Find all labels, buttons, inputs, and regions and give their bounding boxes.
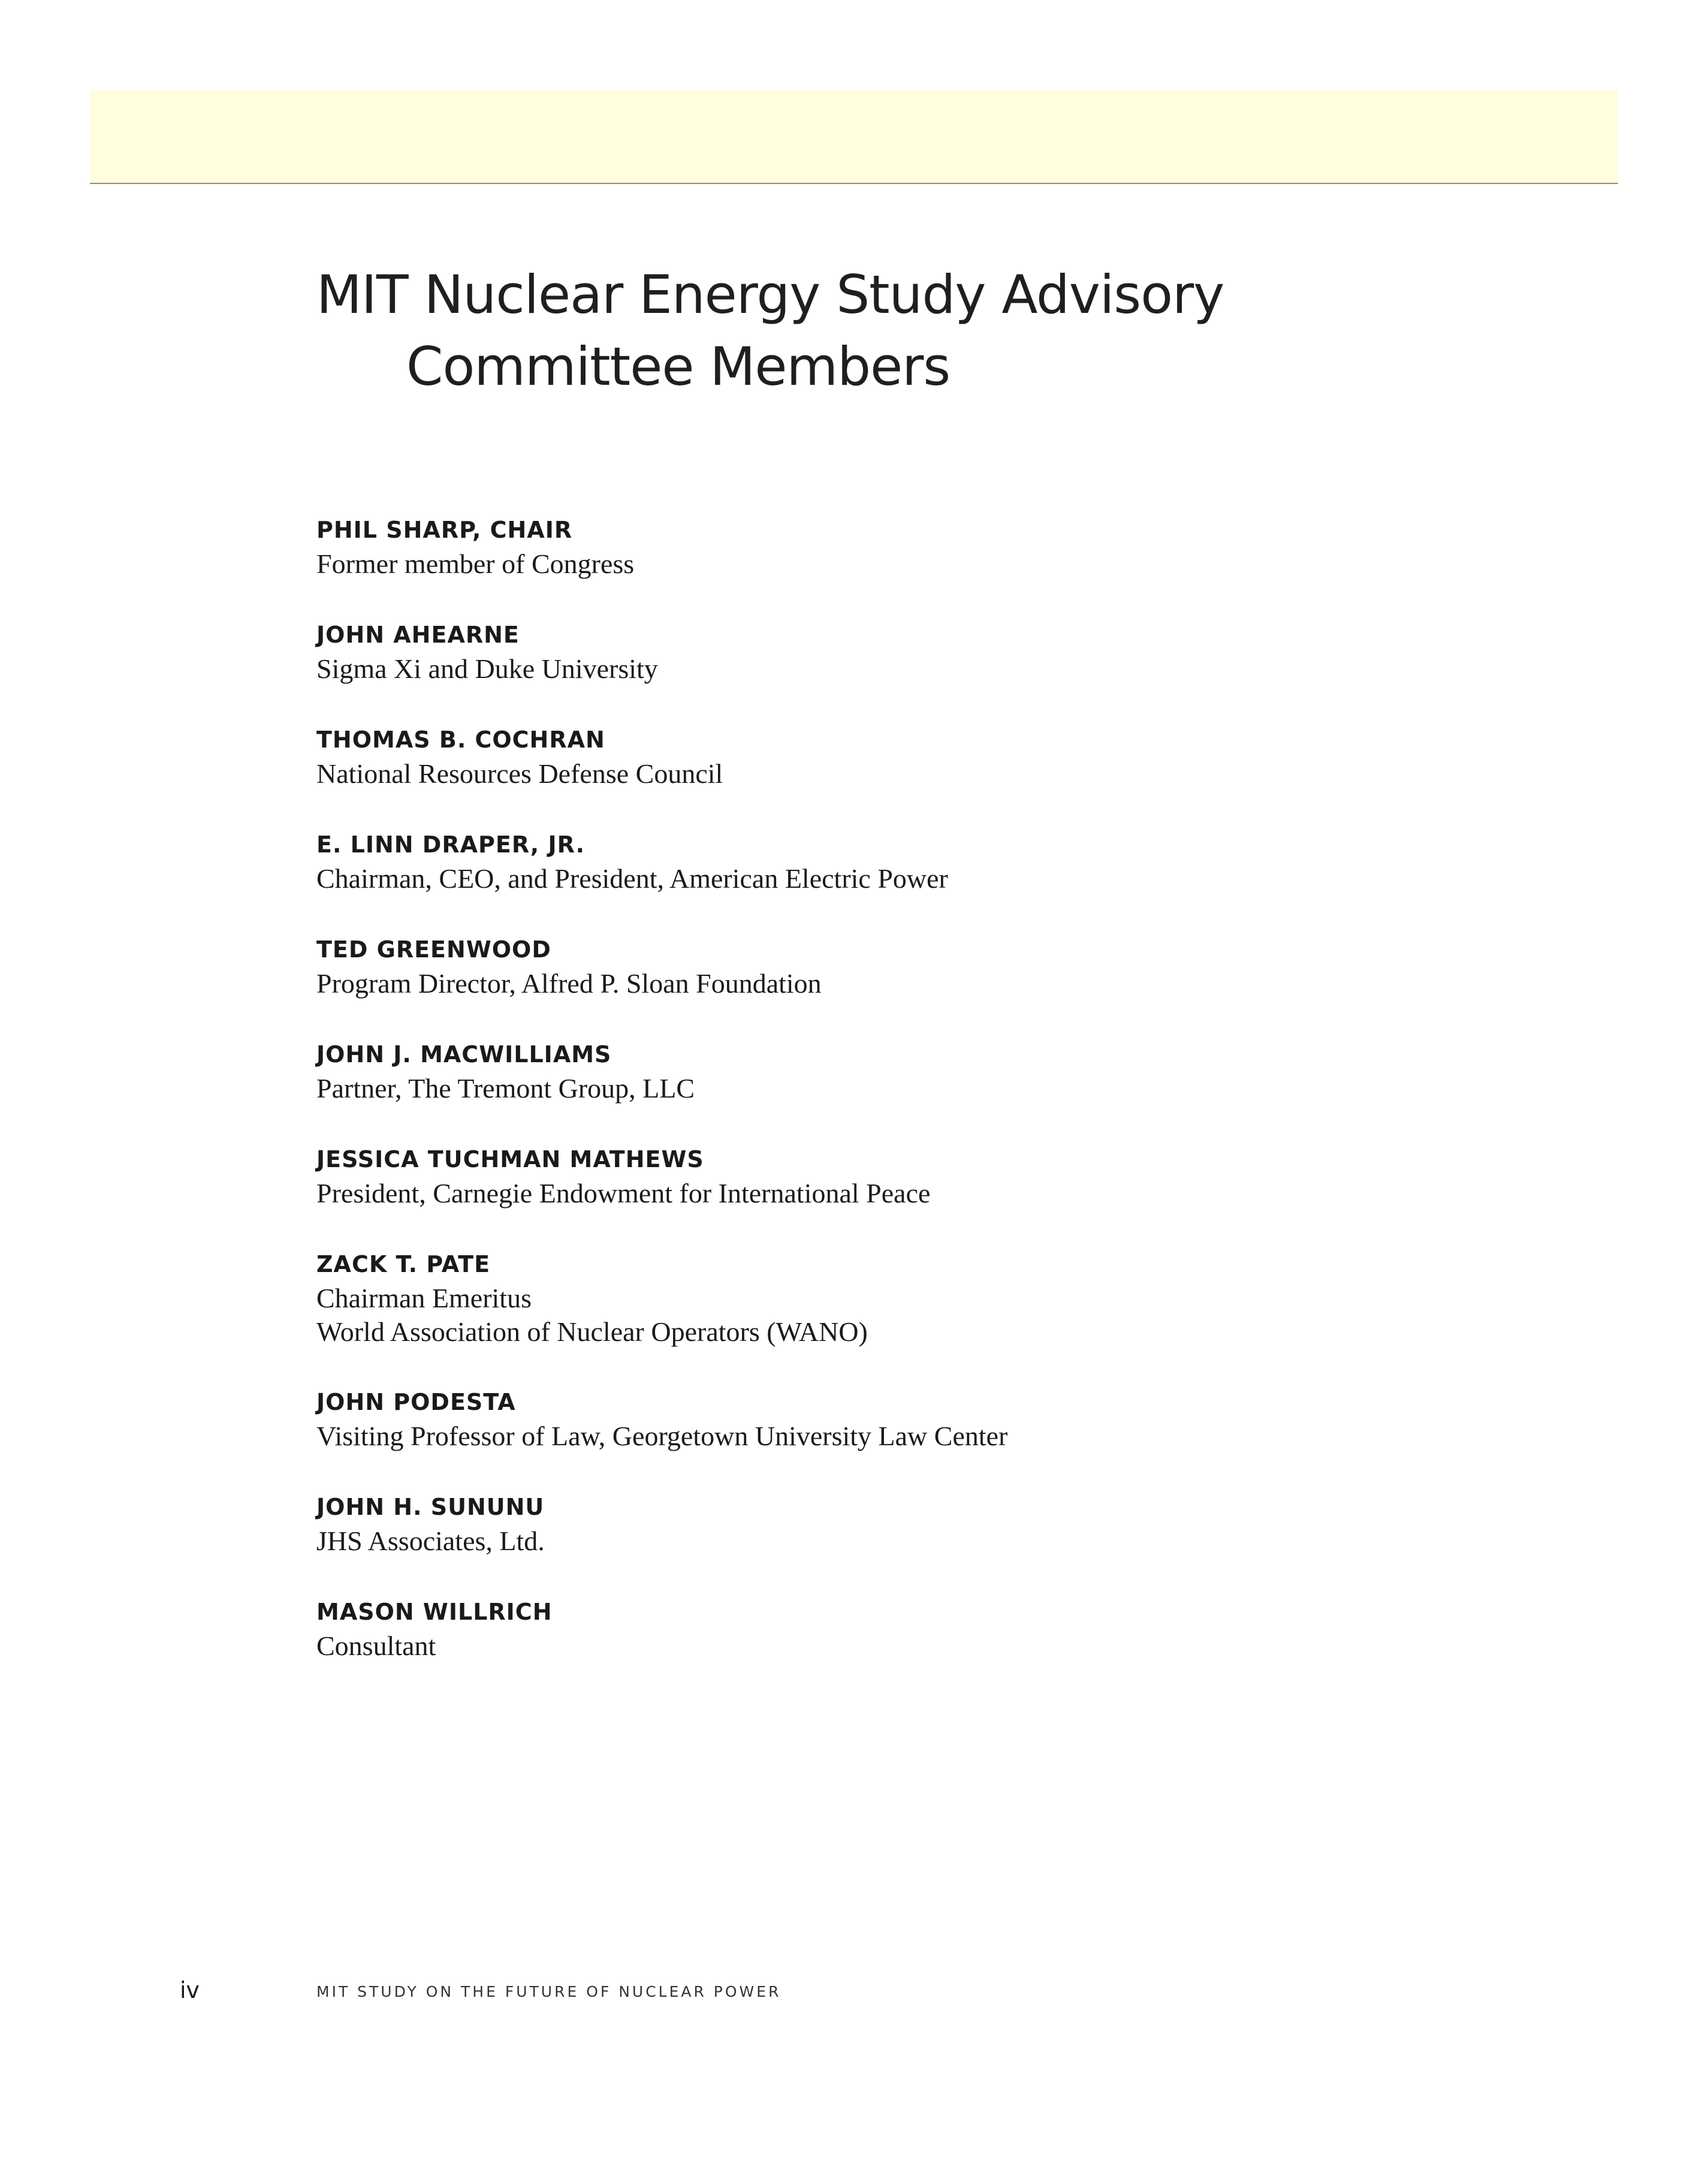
member-affiliation: Chairman Emeritus — [316, 1283, 532, 1313]
member-affiliation: Partner, The Tremont Group, LLC — [316, 1073, 695, 1104]
member-entry — [316, 617, 1455, 722]
member-affiliation: Visiting Professor of Law, Georgetown University Law Center — [316, 1421, 1008, 1451]
member-entry — [316, 1490, 1455, 1595]
member-name: E. LINN DRAPER, JR. — [316, 831, 586, 858]
member-name: TED GREENWOOD — [316, 936, 551, 963]
member-name: JESSICA TUCHMAN MATHEWS — [316, 1146, 704, 1173]
member-name: ZACK T. PATE — [316, 1251, 491, 1277]
member-entry — [316, 722, 1455, 827]
page-title — [316, 259, 1455, 403]
member-entry — [316, 1385, 1455, 1490]
member-entry — [316, 1142, 1455, 1247]
page-title-line-1: MIT Nuclear Energy Study Advisory — [316, 264, 1224, 325]
member-affiliation-line-2: World Association of Nuclear Operators (WANO) — [316, 1316, 868, 1347]
member-affiliation: Chairman, CEO, and President, American Electric Power — [316, 863, 948, 894]
footer-page-number: iv — [180, 1977, 200, 2003]
member-name: PHIL SHARP, CHAIR — [316, 517, 573, 543]
member-entry — [316, 1037, 1455, 1142]
committee-member-list — [316, 513, 1455, 1699]
member-affiliation: Sigma Xi and Duke University — [316, 653, 658, 684]
member-entry — [316, 932, 1455, 1037]
member-name: THOMAS B. COCHRAN — [316, 727, 605, 753]
member-affiliation: National Resources Defense Council — [316, 758, 723, 789]
footer-running-title: MIT STUDY ON THE FUTURE OF NUCLEAR POWER — [316, 1983, 781, 2000]
member-affiliation: President, Carnegie Endowment for International Peace — [316, 1178, 931, 1208]
member-entry — [316, 513, 1455, 617]
page-title-line-2: Committee Members — [406, 336, 950, 397]
member-name: JOHN AHEARNE — [316, 622, 520, 648]
member-affiliation: Consultant — [316, 1630, 436, 1661]
member-name: JOHN H. SUNUNU — [316, 1494, 545, 1520]
header-band — [90, 90, 1618, 184]
member-entry — [316, 827, 1455, 932]
member-affiliation: Program Director, Alfred P. Sloan Foundation — [316, 968, 822, 999]
member-name: JOHN PODESTA — [316, 1389, 516, 1415]
member-affiliation: JHS Associates, Ltd. — [316, 1526, 545, 1556]
member-entry — [316, 1595, 1455, 1699]
member-name: JOHN J. MACWILLIAMS — [316, 1041, 612, 1068]
member-affiliation: Former member of Congress — [316, 548, 635, 579]
member-name: MASON WILLRICH — [316, 1599, 553, 1625]
member-entry — [316, 1247, 1455, 1385]
